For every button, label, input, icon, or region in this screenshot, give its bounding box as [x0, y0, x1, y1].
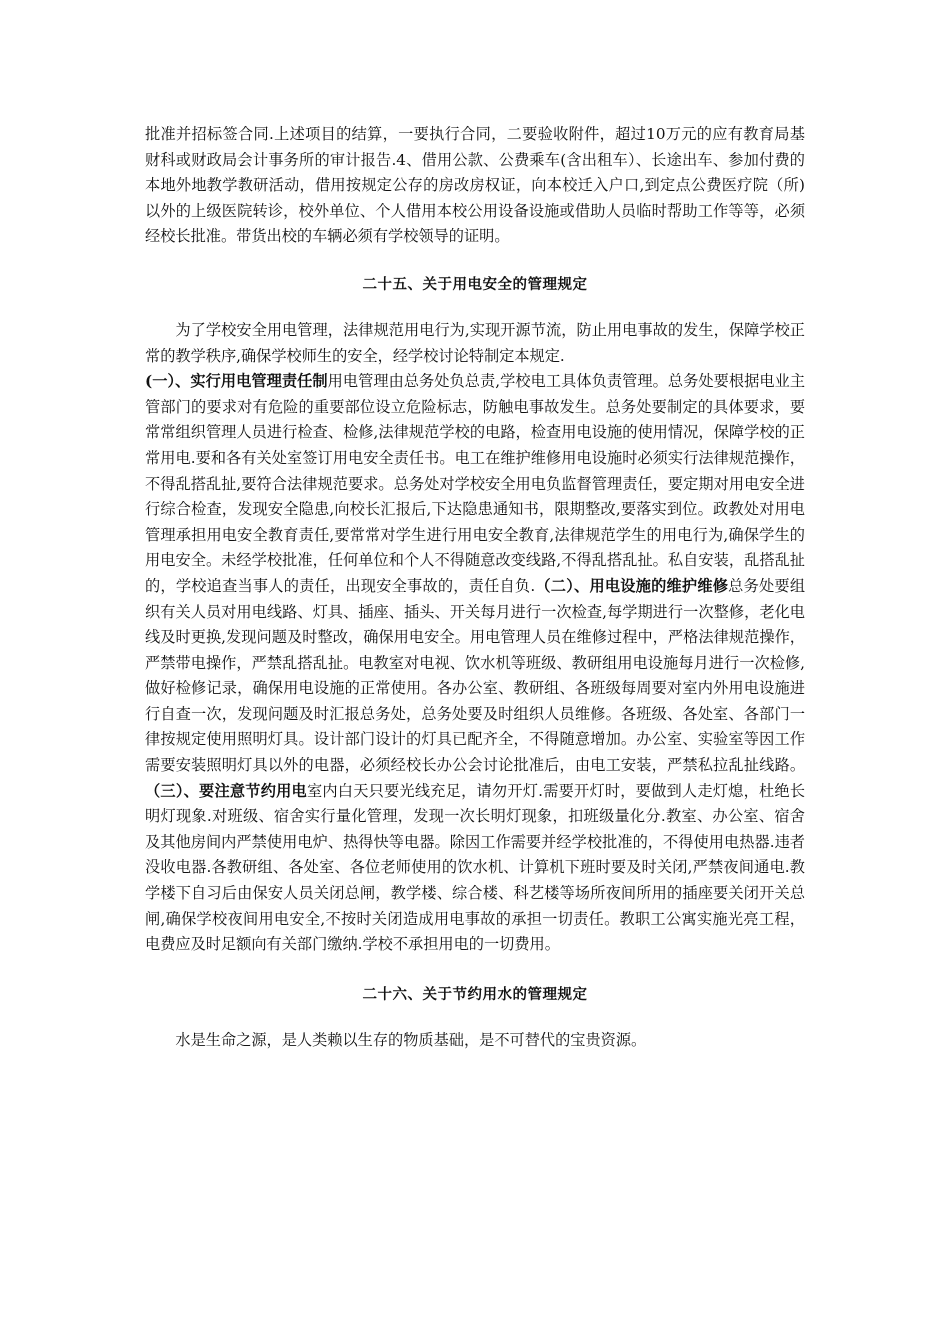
- previous-section-paragraph: 批准并招标签合同.上述项目的结算，一要执行合同，二要验收附件，超过10万元的应有教育局基财科或财政局会计事务所的审计报告.4、借用公款、公费乘车(含出租车）、长途出车、参加付费的本地外地教学教研活动，借用按规定公存的房改房权证，向本校迁入户口,到定点公费医疗院（所)以外的上级医院转诊，校外单位、个人借用本校公用设备设施或借助人员临时帮助工作等等，必须经校长批准。带货出校的车辆必须有学校领导的证明。: [145, 125, 805, 246]
- section-25-intro: 为了学校安全用电管理，法律规范用电行为,实现开源节流，防止用电事故的发生，保障学校正常的教学秩序,确保学校师生的安全，经学校讨论特制定本规定.: [145, 320, 805, 365]
- section-26-heading: 二十六、关于节约用水的管理规定: [362, 985, 588, 1003]
- section-25-body: [145, 369, 805, 958]
- item-3-title: （三）、要注意节约用电: [145, 781, 307, 800]
- section-25-heading: 二十五、关于用电安全的管理规定: [362, 275, 588, 293]
- item-1-title: (一）、实行用电管理责任制: [145, 372, 328, 391]
- item-2-text: 总务处要组织有关人员对用电线路、灯具、插座、插头、开关每月进行一次检查,每学期进行一次整修，老化电线及时更换,发现问题及时整改，确保用电安全。用电管理人员在维修过程中，严格法律规范操作，严禁带电操作，严禁乱搭乱扯。电教室对电视、饮水机等班级、教研组用电设施每月进行一次检修,做好检修记录，确保用电设施的正常使用。各办公室、教研组、各班级每周要对室内外用电设施进行自查一次，发现问题及时汇报总务处，总务处要及时组织人员维修。各班级、各处室、各部门一律按规定使用照明灯具。设计部门设计的灯具已配齐全，不得随意增加。办公室、实验室等因工作需要安装照明灯具以外的电器，必须经校长办公会讨论批准后，由电工安装，严禁私拉乱扯线路。: [145, 576, 806, 775]
- item-2-title: （二）、用电设施的维护维修: [535, 576, 729, 595]
- item-1-text: 用电管理由总务处负总责,学校电工具体负责管理。总务处要根据电业主管部门的要求对有危险的重要部位设立危险标志，防触电事故发生。总务处要制定的具体要求，要常常组织管理人员进行检查、检修,法律规范学校的电路，检查用电设施的使用情况，保障学校的正常用电.要和各有关处室签订用电安全责任书。电工在维护维修用电设施时必须实行法律规范操作，不得乱搭乱扯,要符合法律规范要求。总务处对学校安全用电负监督管理责任，要定期对用电安全进行综合检查，发现安全隐患,向校长汇报后,下达隐患通知书，限期整改,要落实到位。政教处对用电管理承担用电安全教育责任,要常常对学生进行用电安全教育,法律规范学生的用电行为,确保学生的用电安全。未经学校批准，任何单位和个人不得随意改变线路,不得乱搭乱扯。私自安装，乱搭乱扯的，学校追查当事人的责任，出现安全事故的，责任自负.: [145, 372, 806, 595]
- document-page: [145, 122, 805, 1053]
- item-3-text: 室内白天只要光线充足，请勿开灯.需要开灯时，要做到人走灯熄，杜绝长明灯现象.对班级、宿舍实行量化管理，发现一次长明灯现象，扣班级量化分.教室、办公室、宿舍及其他房间内严禁使用电炉、热得快等电器。除因工作需要并经学校批准的，不得使用电热器.违者没收电器.各教研组、各处室、各位老师使用的饮水机、计算机下班时要及时关闭,严禁夜间通电.教学楼下自习后由保安人员关闭总闸，教学楼、综合楼、科艺楼等场所夜间所用的插座要关闭开关总闸,确保学校夜间用电安全,不按时关闭造成用电事故的承担一切责任。教职工公寓实施光亮工程，电费应及时足额向有关部门缴纳.学校不承担用电的一切费用。: [145, 781, 806, 954]
- section-26-intro: 水是生命之源，是人类赖以生存的物质基础，是不可替代的宝贵资源。: [175, 1030, 647, 1049]
